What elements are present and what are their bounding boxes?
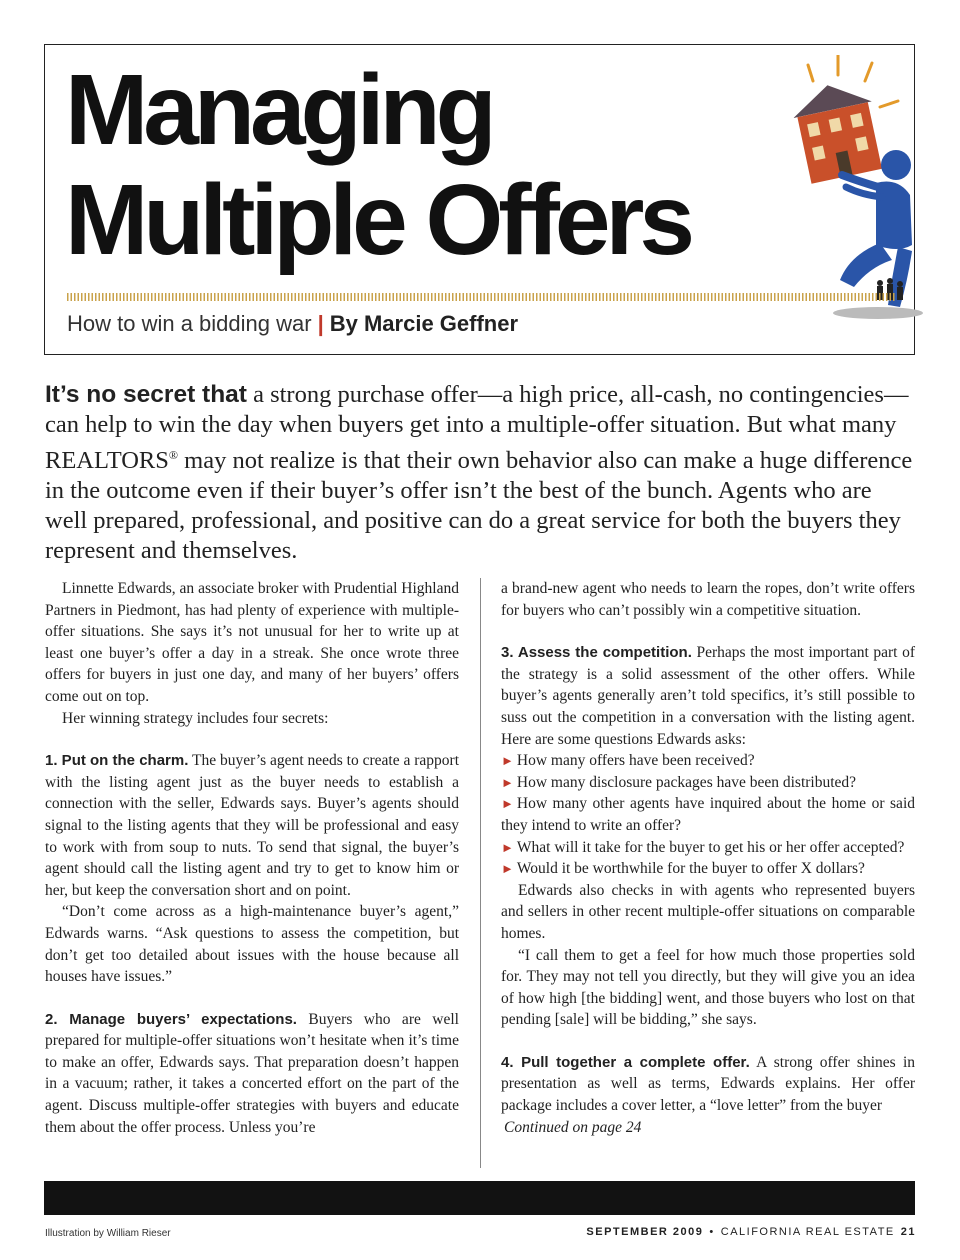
byline: By Marcie Geffner [329,311,519,336]
lede-text-b: may not realize is that their own behavior also can make a huge difference in the outcome even if their buyer’s offer isn’t the best of the bunch. Agents who are well prepared, professional, and positive can do a great service for both the buyers they represent and themselves. [45,447,913,565]
question-text: How many other agents have inquired about the home or said they intend to write an offer? [501,795,915,834]
body-paragraph: a brand-new agent who needs to learn the ropes, don’t write offers for buyers who can’t possibly win a competitive situation. [501,580,915,619]
article-title [65,55,690,275]
question-item [501,750,915,772]
section-1 [45,750,459,901]
section-2-text: Buyers who are well prepared for multiple-offer situations won’t hesitate when it’s time to make an offer, Edwards says. That preparation doesn’t happen in a vacuum; rather, it takes a concerted effort on the part of the agent. Discuss multiple-offer strategies with buyers and educate them about the offer process. Unless you’re [45,1010,459,1136]
red-arrow-icon: ► [501,839,514,855]
red-arrow-icon: ► [501,753,514,769]
body-paragraph: Linnette Edwards, an associate broker with Prudential Highland Partners in Piedmont, has had plenty of experience with multiple-offer situations. She says it’s not unusual for her to write up at least one buyer’s offer a day in a streak. She once wrote three offers for buyers in just one day, and many of her buyers’ offers come out on top. [45,580,459,705]
lede-paragraph [45,380,915,566]
subtitle-separator: | [317,311,324,336]
question-item [501,858,915,880]
section-4-heading: 4. Pull together a complete offer. [501,1053,750,1071]
column-divider [480,578,481,1168]
question-text: Would it be worthwhile for the buyer to offer X dollars? [516,860,865,878]
magazine-name: CALIFORNIA REAL ESTATE [720,1226,895,1238]
question-text: What will it take for the buyer to get his or her offer accepted? [516,838,905,856]
section-1-heading: 1. Put on the charm. [45,752,189,770]
right-column [501,578,915,1138]
folio-dot: • [709,1226,715,1238]
page-folio [586,1226,916,1238]
red-arrow-icon: ► [501,861,514,877]
section-3 [501,642,915,750]
body-paragraph: Her winning strategy includes four secrets: [62,709,329,727]
lede-text-a: a strong purchase offer—a high price, all-cash, no contingencies—can help to win the day when buyers get into a multiple-offer situation. But what many REALTORS [45,381,909,475]
left-column [45,578,459,1138]
woman-carrying-house-illustration [780,55,930,330]
issue-date: SEPTEMBER 2009 [586,1226,704,1238]
question-text: How many disclosure packages have been distributed? [516,773,857,791]
continued-on-page: Continued on page 24 [504,1118,642,1136]
illustration-credit: Illustration by William Rieser [45,1228,171,1239]
body-paragraph: Edwards also checks in with agents who represented buyers and sellers in other recent multiple-offer situations on comparable homes. [501,881,915,942]
section-3-text: Perhaps the most important part of the strategy is a solid assessment of the other offers. While buyer’s agents generally aren’t told specifics, it’s still possible to suss out the competition in a conversation with the listing agent. Here are some questions Edwards asks: [501,644,915,748]
section-2-heading: 2. Manage buyers’ expectations. [45,1010,297,1028]
registered-mark: ® [168,448,179,462]
section-4-text: A strong offer shines in presentation as well as terms, Edwards explains. Her offer package includes a cover letter, a “love letter” from the buyer [501,1053,915,1115]
article-header [44,44,915,355]
page-number: 21 [900,1226,916,1238]
section-4 [501,1052,915,1117]
lede-lead-in: It’s no secret that [45,381,247,408]
red-arrow-icon: ► [501,796,514,812]
section-3-heading: 3. Assess the competition. [501,644,692,662]
gold-dotted-rule [67,293,896,301]
red-arrow-icon: ► [501,774,514,790]
question-item [501,837,915,859]
section-1-text: The buyer’s agent needs to create a rapport with the listing agent just as the buyer needs to establish a connection with the seller, Edwards says. Buyer’s agents should signal to the listing agents that they will be professional and easy to work with from soup to nuts. To send that signal, the buyer’s agent should call the listing agent and try to get to know him or her, but keep the conversation short and on point. [45,752,460,899]
body-paragraph: “Don’t come across as a high-maintenance buyer’s agent,” Edwards warns. “Ask questions to assess the competition, but don’t get too detailed about issues with the house because all houses have issues.” [45,903,459,986]
question-item [501,772,915,794]
section-2 [45,1009,459,1139]
question-item [501,793,915,836]
title-line-2: Multiple Offers [65,164,691,276]
subtitle: How to win a bidding war [67,311,312,336]
subtitle-line [67,311,518,337]
footer-black-bar [44,1181,915,1215]
body-paragraph: “I call them to get a feel for how much those properties sold for. They may not tell you directly, but they will give you an idea of how high [the bidding] went, and those buyers who lost on that pending [sale] will be bidding,” she says. [501,946,915,1029]
title-line-1: Managing [65,54,492,166]
question-text: How many offers have been received? [516,752,755,770]
